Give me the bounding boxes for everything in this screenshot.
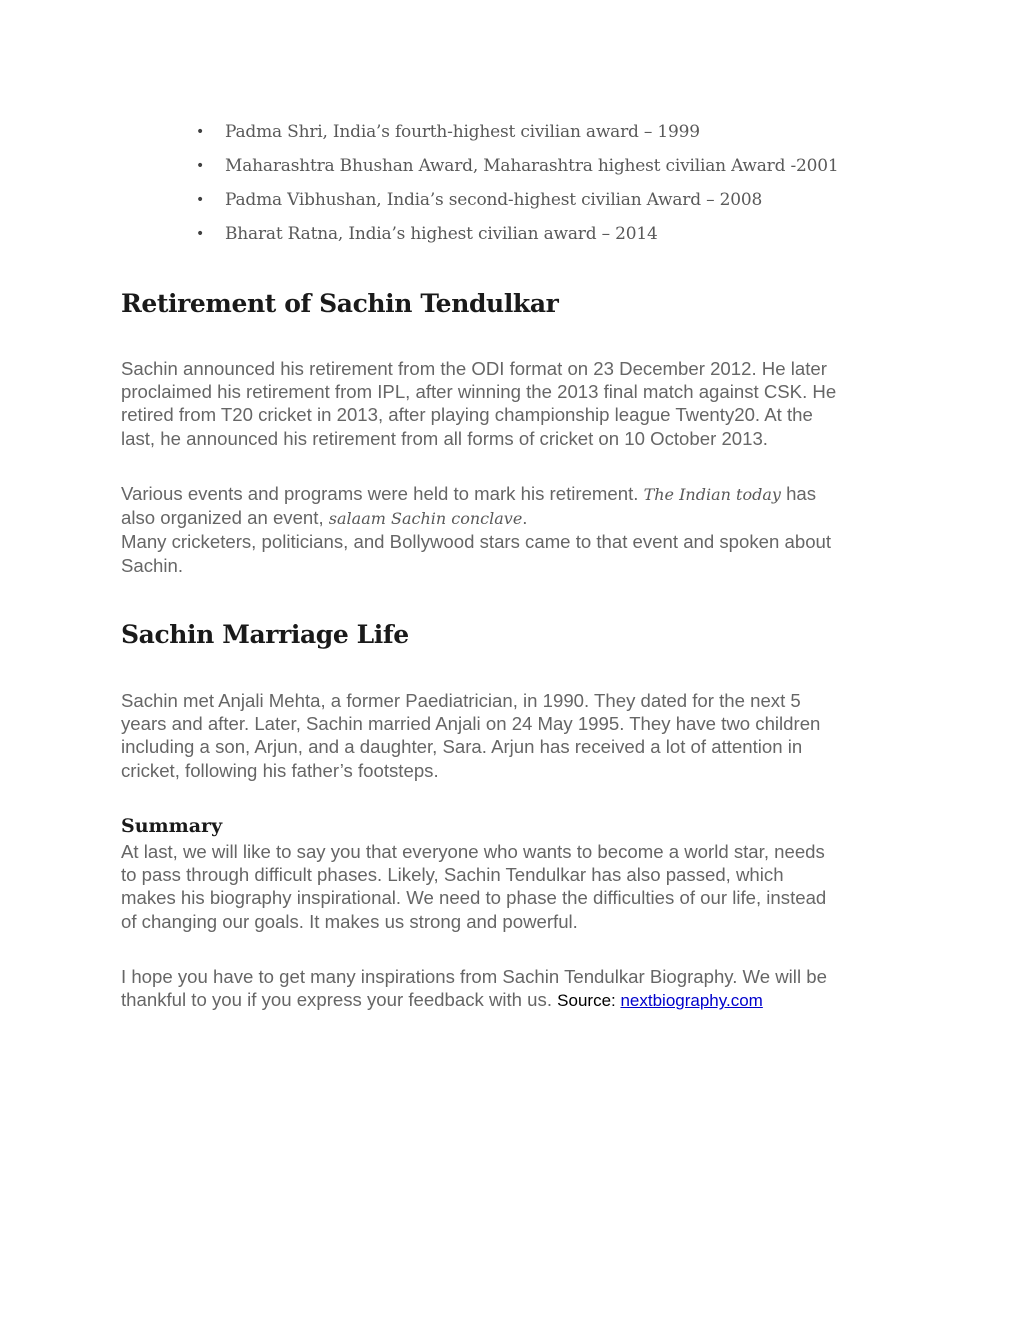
paragraph-line: of changing our goals. It makes us strong and powerful. [121,910,578,932]
paragraph-line [121,506,911,530]
events-text: Various events and programs were held to mark his retirement. [121,483,644,504]
paragraph-line: At last, we will like to say you that everyone who wants to become a world star, needs [121,841,825,862]
award-text: Padma Vibhushan, India’s second-highest civilian Award – 2008 [225,190,763,210]
marriage-paragraph [121,689,911,782]
retirement-paragraph [121,357,911,450]
award-text: Padma Shri, India’s fourth-highest civilian award – 1999 [225,122,700,142]
award-text: Bharat Ratna, India’s highest civilian award – 2014 [225,224,658,244]
paragraph-line: Many cricketers, politicians, and Bollywood stars came to that event and spoken about [121,531,832,553]
retirement-heading: Retirement of Sachin Tendulkar [121,289,559,318]
retirement-events-paragraph [121,482,911,577]
summary-paragraph [121,840,911,933]
paragraph-line: last, he announced his retirement from all forms of cricket on 10 October 2013. [121,427,768,449]
closing-text: thankful to you if you express your feedback with us. [121,989,558,1011]
paragraph-line: I hope you have to get many inspirations from Sachin Tendulkar Biography. We will be [121,966,827,987]
paragraph-line: years and after. Later, Sachin married Anjali on 24 May 1995. They have two children [121,713,821,735]
paragraph-line: Sachin announced his retirement from the ODI format on 23 December 2012. He later [121,358,827,379]
closing-paragraph [121,965,911,1012]
event-name: salaam Sachin conclave [328,509,523,529]
paragraph-line: including a son, Arjun, and a daughter, Sara. Arjun has received a lot of attention in [121,736,803,758]
list-item [0,185,1024,219]
paragraph-line: proclaimed his retirement from IPL, after winning the 2013 final match against CSK. He [121,381,837,403]
awards-list [0,117,1024,253]
bullet-icon: • [196,192,205,208]
event-text-end: . [522,507,528,529]
events-text-has: has [780,483,817,504]
paragraph-line: cricket, following his father’s footsteps. [121,759,439,781]
bullet-icon: • [196,124,205,140]
marriage-heading: Sachin Marriage Life [121,620,409,649]
paragraph-line [121,482,911,506]
source-link[interactable]: nextbiography.com [620,991,763,1011]
magazine-name: The Indian today [643,485,781,504]
paragraph-line: Sachin. [121,554,184,576]
event-text: also organized an event, [121,507,329,529]
bullet-icon: • [196,158,205,174]
source-label: Source: [557,991,621,1011]
paragraph-line: Sachin met Anjali Mehta, a former Paediatrician, in 1990. They dated for the next 5 [121,690,801,711]
award-text: Maharashtra Bhushan Award, Maharashtra highest civilian Award -2001 [225,156,839,176]
bullet-icon: • [196,226,205,242]
paragraph-line: retired from T20 cricket in 2013, after playing championship league Twenty20. At the [121,404,813,426]
paragraph-line: to pass through difficult phases. Likely, Sachin Tendulkar has also passed, which [121,864,784,886]
paragraph-line: makes his biography inspirational. We need to phase the difficulties of our life, instead [121,887,827,909]
list-item [0,219,1024,253]
list-item [0,117,1024,151]
list-item [0,151,1024,185]
paragraph-line [121,988,911,1012]
summary-heading: Summary [121,815,223,837]
